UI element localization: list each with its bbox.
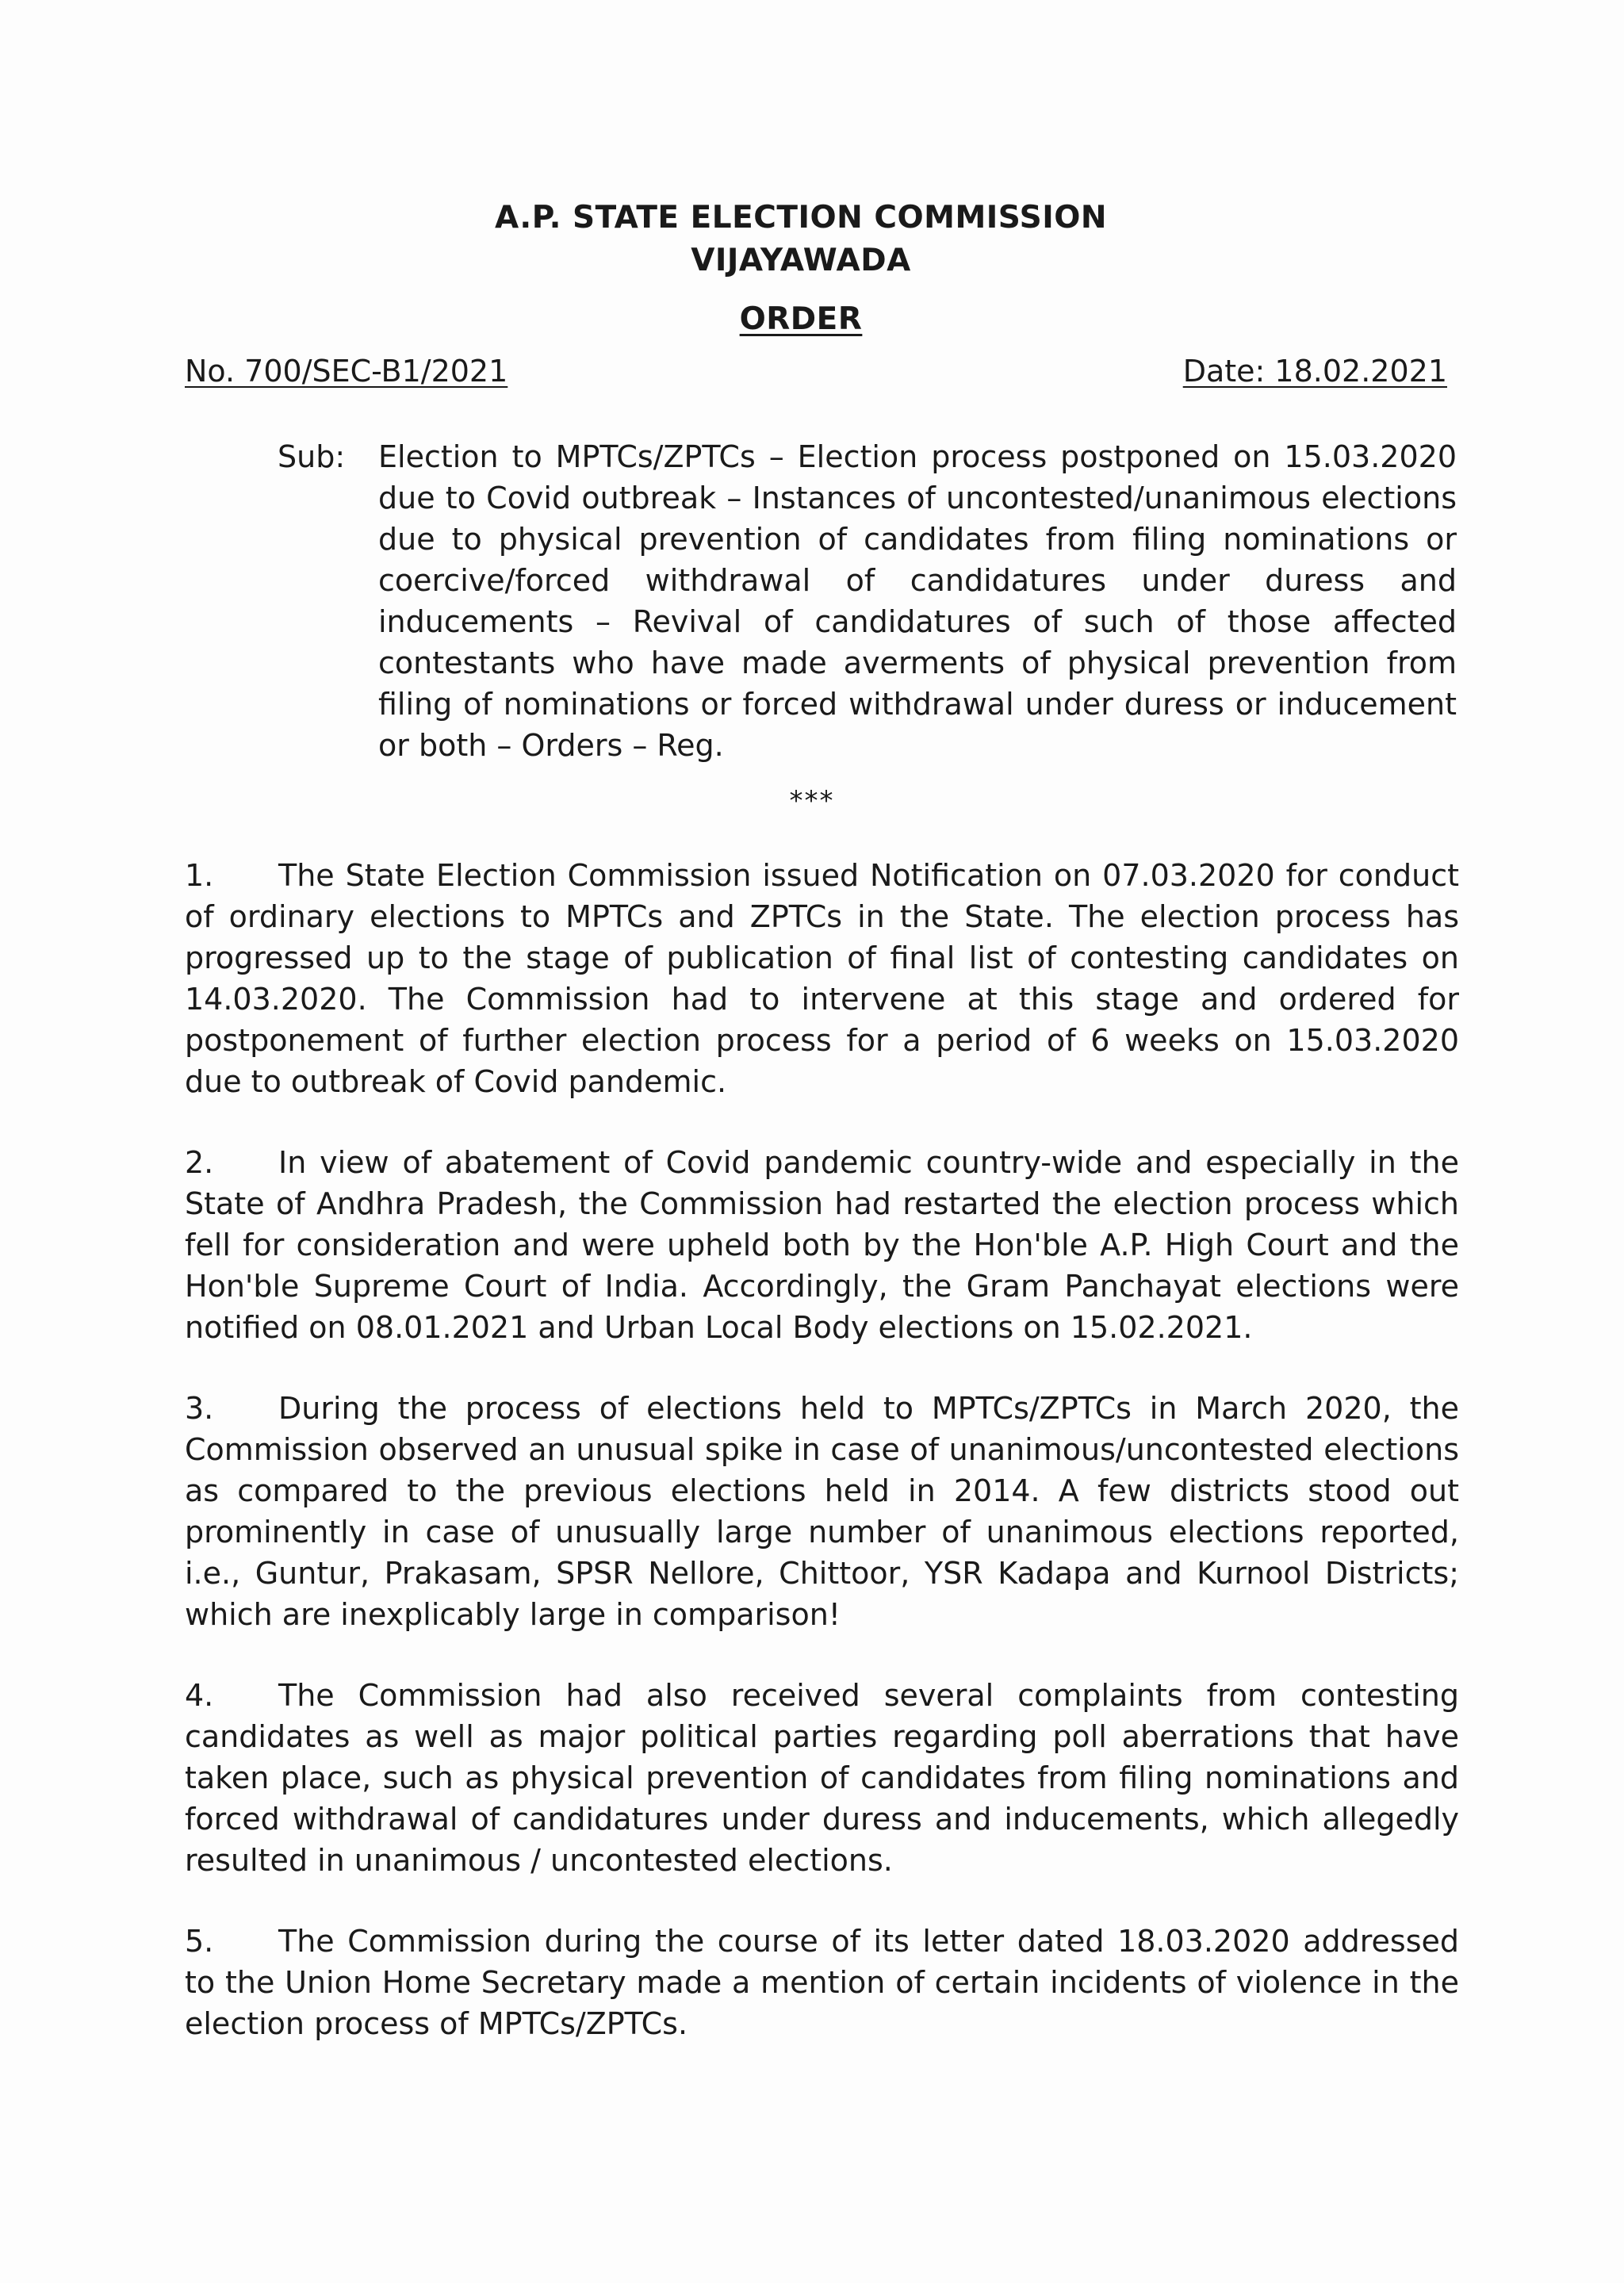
paragraph-2	[185, 1142, 1459, 1348]
paragraph-number: 5.	[185, 1924, 214, 1959]
paragraph-number: 3.	[185, 1391, 214, 1426]
paragraph-3	[185, 1388, 1459, 1635]
order-heading: ORDER	[739, 301, 863, 337]
paragraph-text: During the process of elections held to MPTCs/ZPTCs in March 2020, the Commission observed an unusual spike in case of unanimous/uncontested elections as compared to the previous elections held in 2014. A few districts stood out prominently in case of unusually large number of unanimous elections reported, i.e., Guntur, Prakasam, SPSR Nellore, Chittoor, YSR Kadapa and Kurnool Districts; which are inexplicably large in comparison!	[185, 1391, 1459, 1632]
paragraph-4	[185, 1675, 1459, 1881]
paragraph-text: In view of abatement of Covid pandemic country-wide and especially in the State of Andhra Pradesh, the Commission had restarted the election process which fell for consideration and were upheld both by the Hon'ble A.P. High Court and the Hon'ble Supreme Court of India. Accordingly, the Gram Panchayat elections were notified on 08.01.2021 and Urban Local Body elections on 15.02.2021.	[185, 1145, 1459, 1345]
paragraph-1	[185, 855, 1459, 1102]
paragraph-number: 4.	[185, 1678, 214, 1713]
paragraph-text: The State Election Commission issued Notification on 07.03.2020 for conduct of ordinary elections to MPTCs and ZPTCs in the State. The election process has progressed up to the stage of publication of final list of contesting candidates on 14.03.2020. The Commission had to intervene at this stage and ordered for postponement of further election process for a period of 6 weeks on 15.03.2020 due to outbreak of Covid pandemic.	[185, 858, 1459, 1099]
subject-text: Election to MPTCs/ZPTCs – Election process postponed on 15.03.2020 due to Covid outbreak – Instances of uncontested/unanimous elections due to physical prevention of candidates from filing nominations or coercive/forced withdrawal of candidatures under duress and inducements – Revival of candidatures of such of those affected contestants who have made averments of physical prevention from filing of nominations or forced withdrawal under duress or inducement or both – Orders – Reg.	[378, 439, 1457, 763]
paragraph-number: 1.	[185, 858, 214, 893]
order-number: No. 700/SEC-B1/2021	[185, 354, 508, 389]
section-separator: ***	[789, 785, 835, 817]
org-heading: A.P. STATE ELECTION COMMISSION	[494, 200, 1108, 236]
city-heading: VIJAYAWADA	[691, 243, 911, 278]
paragraph-text: The Commission during the course of its letter dated 18.03.2020 addressed to the Union Home Secretary made a mention of certain incidents of violence in the election process of MPTCs/ZPTCs.	[185, 1924, 1459, 2041]
subject-label: Sub:	[278, 439, 346, 474]
paragraph-number: 2.	[185, 1145, 214, 1180]
order-date: Date: 18.02.2021	[1182, 354, 1447, 389]
paragraph-text: The Commission had also received several complaints from contesting candidates as well as major political parties regarding poll aberrations that have taken place, such as physical prevention of candidates from filing nominations and forced withdrawal of candidatures under duress and inducements, which allegedly resulted in unanimous / uncontested elections.	[185, 1678, 1459, 1878]
paragraph-5	[185, 1921, 1459, 2044]
